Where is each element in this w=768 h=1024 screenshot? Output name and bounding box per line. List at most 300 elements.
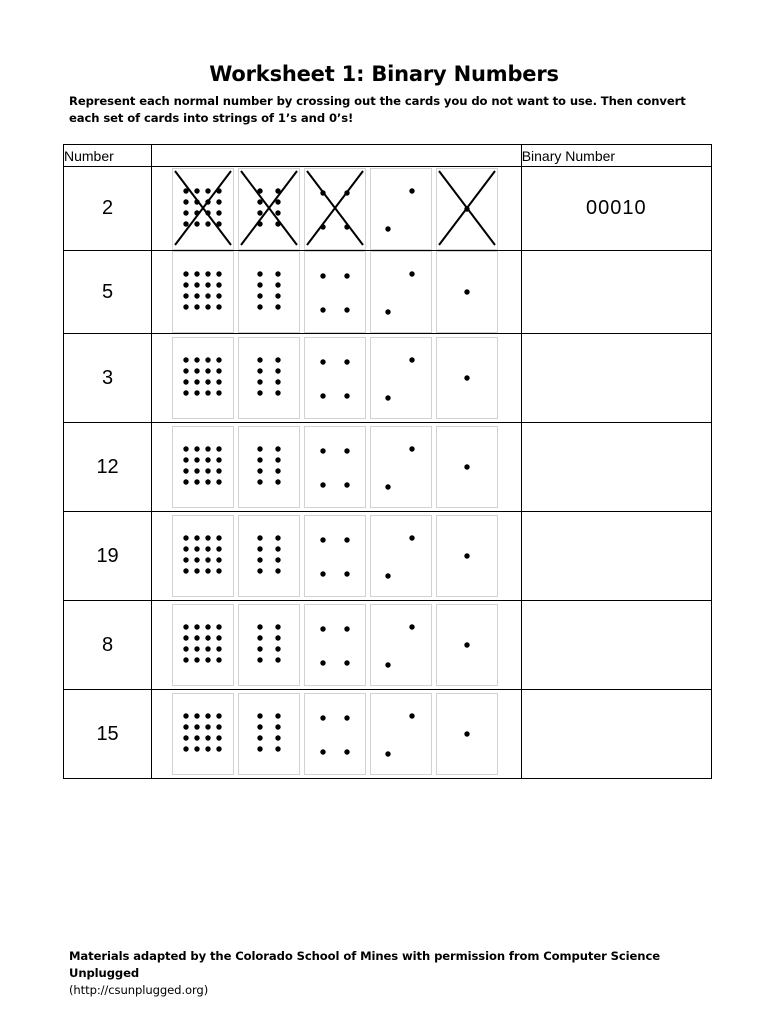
binary-card-strip — [172, 251, 490, 333]
card-dot — [257, 735, 262, 740]
card-dots-graphic — [371, 169, 431, 249]
binary-card-strip — [172, 167, 490, 250]
card-dot — [216, 635, 221, 640]
card-dot — [216, 713, 221, 718]
card-dot — [464, 289, 469, 294]
card-dot — [344, 715, 349, 720]
binary-card-4[interactable] — [304, 337, 366, 419]
card-dot — [275, 624, 280, 629]
card-dot — [275, 724, 280, 729]
card-dot — [216, 368, 221, 373]
binary-card-4[interactable] — [304, 693, 366, 775]
card-dot — [320, 537, 325, 542]
card-dot — [464, 553, 469, 558]
binary-card-strip — [172, 423, 490, 511]
card-dots-graphic — [305, 338, 365, 418]
header-binary-number: Binary Number — [521, 145, 711, 167]
card-dot — [183, 379, 188, 384]
card-dot — [216, 546, 221, 551]
card-dots-graphic — [173, 427, 233, 507]
card-dot — [385, 484, 390, 489]
card-dot — [409, 446, 414, 451]
card-dot — [205, 457, 210, 462]
binary-card-2[interactable] — [370, 337, 432, 419]
card-dot — [183, 210, 188, 215]
card-cell — [152, 334, 522, 423]
card-dot — [183, 568, 188, 573]
card-dot — [194, 479, 199, 484]
card-dot — [385, 662, 390, 667]
binary-card-16-crossed[interactable] — [172, 168, 234, 250]
binary-card-8[interactable] — [238, 693, 300, 775]
card-dot — [205, 304, 210, 309]
card-dot — [344, 660, 349, 665]
card-dot — [216, 657, 221, 662]
card-dot — [257, 624, 262, 629]
card-dot — [216, 746, 221, 751]
card-dot — [409, 535, 414, 540]
card-dot — [194, 368, 199, 373]
card-dot — [194, 357, 199, 362]
card-dot — [183, 557, 188, 562]
binary-card-strip — [172, 512, 490, 600]
card-dots-graphic — [239, 252, 299, 332]
card-dot — [205, 390, 210, 395]
card-dots-graphic — [305, 605, 365, 685]
binary-card-2[interactable] — [370, 168, 432, 250]
binary-card-1[interactable] — [436, 604, 498, 686]
worksheet-table — [63, 144, 712, 779]
card-dot — [194, 557, 199, 562]
card-dot — [320, 660, 325, 665]
card-dot — [275, 557, 280, 562]
card-dot — [183, 304, 188, 309]
card-dot — [257, 557, 262, 562]
binary-card-1[interactable] — [436, 515, 498, 597]
binary-card-4[interactable] — [304, 426, 366, 508]
card-dot — [464, 375, 469, 380]
card-dot — [183, 271, 188, 276]
card-dot — [205, 568, 210, 573]
card-dot — [320, 273, 325, 278]
card-dot — [216, 535, 221, 540]
card-dot — [275, 535, 280, 540]
card-dot — [205, 635, 210, 640]
card-dot — [344, 448, 349, 453]
card-dot — [257, 379, 262, 384]
card-dot — [257, 390, 262, 395]
card-dot — [275, 635, 280, 640]
card-dot — [194, 746, 199, 751]
card-dot — [183, 746, 188, 751]
card-dots-graphic — [437, 169, 497, 249]
card-dot — [275, 713, 280, 718]
card-dot — [194, 282, 199, 287]
card-dot — [275, 479, 280, 484]
card-dots-graphic — [305, 427, 365, 507]
header-cards — [152, 145, 522, 167]
binary-card-8-crossed[interactable] — [238, 168, 300, 250]
binary-answer-field[interactable] — [521, 690, 711, 779]
binary-card-2[interactable] — [370, 251, 432, 333]
row-number: 3 — [64, 334, 152, 423]
card-dot — [409, 357, 414, 362]
card-dots-graphic — [305, 516, 365, 596]
card-dot — [205, 379, 210, 384]
card-dot — [464, 464, 469, 469]
card-dot — [275, 457, 280, 462]
card-dot — [205, 735, 210, 740]
card-dot — [183, 713, 188, 718]
binary-answer-field[interactable] — [521, 423, 711, 512]
card-dot — [320, 749, 325, 754]
card-dot — [183, 390, 188, 395]
binary-card-4-crossed[interactable] — [304, 168, 366, 250]
worksheet-title: Worksheet 1: Binary Numbers — [209, 62, 559, 86]
card-dot — [275, 735, 280, 740]
card-dot — [257, 271, 262, 276]
card-dot — [344, 537, 349, 542]
card-dots-graphic — [437, 605, 497, 685]
card-dot — [205, 546, 210, 551]
card-dot — [205, 724, 210, 729]
card-dot — [257, 304, 262, 309]
card-dot — [205, 293, 210, 298]
binary-card-8[interactable] — [238, 251, 300, 333]
row-number: 15 — [64, 690, 152, 779]
card-dot — [183, 457, 188, 462]
card-cell — [152, 167, 522, 251]
card-dot — [216, 568, 221, 573]
card-dot — [257, 657, 262, 662]
card-dot — [344, 273, 349, 278]
card-dot — [320, 448, 325, 453]
card-dot — [275, 293, 280, 298]
binary-answer-field[interactable] — [521, 601, 711, 690]
card-dots-graphic — [371, 338, 431, 418]
card-dots-graphic — [305, 694, 365, 774]
card-dot — [183, 221, 188, 226]
binary-card-1[interactable] — [436, 426, 498, 508]
card-dot — [194, 446, 199, 451]
row-number: 5 — [64, 251, 152, 334]
card-dot — [257, 746, 262, 751]
footer-text: Materials adapted by the Colorado School of Mines with permission from Computer Science Unplugged — [69, 949, 660, 980]
binary-card-16[interactable] — [172, 515, 234, 597]
card-dots-graphic — [239, 169, 299, 249]
card-dot — [194, 304, 199, 309]
card-dot — [183, 635, 188, 640]
card-dot — [194, 735, 199, 740]
card-dot — [257, 635, 262, 640]
binary-answer-field[interactable]: 00010 — [521, 167, 711, 251]
card-dot — [183, 468, 188, 473]
card-dot — [409, 624, 414, 629]
binary-card-1[interactable] — [436, 693, 498, 775]
card-dot — [257, 457, 262, 462]
card-dots-graphic — [437, 427, 497, 507]
card-dot — [320, 571, 325, 576]
binary-card-4[interactable] — [304, 251, 366, 333]
card-dot — [216, 457, 221, 462]
binary-card-2[interactable] — [370, 426, 432, 508]
card-dot — [275, 271, 280, 276]
binary-card-8[interactable] — [238, 604, 300, 686]
card-dot — [205, 646, 210, 651]
binary-card-2[interactable] — [370, 604, 432, 686]
card-dot — [320, 307, 325, 312]
card-dot — [205, 535, 210, 540]
card-dot — [194, 390, 199, 395]
binary-card-2[interactable] — [370, 693, 432, 775]
binary-card-2[interactable] — [370, 515, 432, 597]
card-dot — [275, 357, 280, 362]
card-dot — [205, 271, 210, 276]
card-dot — [194, 624, 199, 629]
card-dot — [257, 282, 262, 287]
table-row — [64, 512, 712, 601]
card-dot — [257, 357, 262, 362]
card-dot — [344, 571, 349, 576]
card-dot — [216, 199, 221, 204]
card-dots-graphic — [173, 338, 233, 418]
table-header-row — [64, 145, 712, 167]
binary-answer-field[interactable] — [521, 334, 711, 423]
binary-card-16[interactable] — [172, 251, 234, 333]
card-dot — [183, 282, 188, 287]
card-dot — [194, 657, 199, 662]
card-dot — [320, 359, 325, 364]
card-dot — [216, 271, 221, 276]
card-dot — [205, 479, 210, 484]
card-dot — [216, 468, 221, 473]
card-dot — [257, 368, 262, 373]
card-dot — [257, 446, 262, 451]
card-dot — [216, 390, 221, 395]
binary-card-8[interactable] — [238, 515, 300, 597]
binary-card-4[interactable] — [304, 604, 366, 686]
binary-card-1[interactable] — [436, 251, 498, 333]
card-dot — [385, 226, 390, 231]
card-dot — [216, 282, 221, 287]
card-dot — [216, 293, 221, 298]
card-dot — [183, 446, 188, 451]
card-dot — [344, 749, 349, 754]
card-dot — [257, 568, 262, 573]
binary-card-8[interactable] — [238, 337, 300, 419]
card-dot — [257, 724, 262, 729]
card-dot — [216, 557, 221, 562]
card-cell — [152, 251, 522, 334]
card-dot — [194, 457, 199, 462]
card-dot — [320, 393, 325, 398]
card-dot — [205, 221, 210, 226]
binary-card-strip — [172, 690, 490, 778]
card-dots-graphic — [239, 694, 299, 774]
binary-card-16[interactable] — [172, 426, 234, 508]
instructions-text: Represent each normal number by crossing out the cards you do not want to use. Then convert each set of cards into strings of 1’s and 0’s! — [69, 94, 686, 125]
card-dot — [216, 724, 221, 729]
card-cell — [152, 690, 522, 779]
card-dot — [275, 468, 280, 473]
table-row — [64, 690, 712, 779]
card-dot — [205, 657, 210, 662]
binary-card-16[interactable] — [172, 604, 234, 686]
card-dots-graphic — [239, 427, 299, 507]
header-number: Number — [64, 145, 152, 167]
card-dots-graphic — [239, 605, 299, 685]
card-dots-graphic — [371, 516, 431, 596]
card-dot — [183, 724, 188, 729]
card-dot — [183, 624, 188, 629]
card-dot — [183, 368, 188, 373]
footer-link[interactable]: (http://csunplugged.org) — [69, 983, 209, 997]
card-dot — [464, 642, 469, 647]
binary-card-1-crossed[interactable] — [436, 168, 498, 250]
card-dot — [194, 535, 199, 540]
card-dot — [385, 573, 390, 578]
card-dot — [344, 482, 349, 487]
card-dot — [194, 646, 199, 651]
table-row — [64, 334, 712, 423]
card-dots-graphic — [371, 252, 431, 332]
card-dot — [320, 715, 325, 720]
card-dot — [194, 379, 199, 384]
binary-answer-field[interactable] — [521, 512, 711, 601]
card-dot — [257, 468, 262, 473]
table-row — [64, 251, 712, 334]
card-dot — [183, 535, 188, 540]
card-dot — [205, 282, 210, 287]
card-dot — [216, 735, 221, 740]
card-dot — [409, 188, 414, 193]
binary-card-8[interactable] — [238, 426, 300, 508]
card-dot — [183, 199, 188, 204]
card-cell — [152, 512, 522, 601]
card-dot — [216, 624, 221, 629]
card-dot — [275, 304, 280, 309]
card-dot — [183, 293, 188, 298]
table-row — [64, 423, 712, 512]
card-dot — [183, 657, 188, 662]
card-dot — [275, 657, 280, 662]
card-dot — [257, 713, 262, 718]
card-dot — [205, 746, 210, 751]
card-dot — [275, 546, 280, 551]
card-dot — [275, 646, 280, 651]
table-row — [64, 167, 712, 251]
card-cell — [152, 601, 522, 690]
binary-card-16[interactable] — [172, 693, 234, 775]
card-dot — [205, 446, 210, 451]
card-dot — [194, 293, 199, 298]
card-dot — [205, 368, 210, 373]
card-dot — [385, 395, 390, 400]
card-dots-graphic — [371, 605, 431, 685]
card-dot — [216, 304, 221, 309]
card-dot — [205, 557, 210, 562]
binary-card-strip — [172, 601, 490, 689]
card-dot — [257, 479, 262, 484]
card-dot — [257, 646, 262, 651]
footer-credit — [69, 948, 729, 999]
binary-answer-field[interactable] — [521, 251, 711, 334]
card-dots-graphic — [173, 169, 233, 249]
binary-card-strip — [172, 334, 490, 422]
card-dot — [409, 713, 414, 718]
card-dot — [320, 626, 325, 631]
card-dot — [257, 546, 262, 551]
card-dot — [183, 546, 188, 551]
card-dot — [183, 735, 188, 740]
row-number: 2 — [64, 167, 152, 251]
card-dot — [257, 293, 262, 298]
card-dot — [194, 221, 199, 226]
binary-card-1[interactable] — [436, 337, 498, 419]
card-dot — [385, 751, 390, 756]
card-dots-graphic — [371, 694, 431, 774]
card-dots-graphic — [305, 169, 365, 249]
card-dot — [183, 479, 188, 484]
card-dot — [205, 624, 210, 629]
card-cell — [152, 423, 522, 512]
card-dot — [275, 210, 280, 215]
card-dot — [385, 309, 390, 314]
card-dots-graphic — [239, 516, 299, 596]
card-dot — [205, 188, 210, 193]
card-dots-graphic — [437, 252, 497, 332]
card-dots-graphic — [437, 338, 497, 418]
card-dot — [194, 713, 199, 718]
binary-card-4[interactable] — [304, 515, 366, 597]
card-dot — [344, 393, 349, 398]
card-dot — [216, 646, 221, 651]
card-dot — [216, 479, 221, 484]
card-dot — [344, 307, 349, 312]
card-dot — [275, 379, 280, 384]
card-dot — [216, 379, 221, 384]
card-dots-graphic — [305, 252, 365, 332]
card-dot — [344, 359, 349, 364]
row-number: 12 — [64, 423, 152, 512]
card-dot — [257, 210, 262, 215]
card-dot — [344, 626, 349, 631]
card-dot — [275, 446, 280, 451]
card-dots-graphic — [437, 694, 497, 774]
card-dot — [216, 210, 221, 215]
card-dot — [216, 446, 221, 451]
card-dot — [194, 188, 199, 193]
card-dots-graphic — [371, 427, 431, 507]
row-number: 19 — [64, 512, 152, 601]
card-dot — [275, 568, 280, 573]
card-dot — [275, 368, 280, 373]
card-dot — [257, 535, 262, 540]
card-dot — [409, 271, 414, 276]
table-row — [64, 601, 712, 690]
card-dots-graphic — [173, 252, 233, 332]
card-dot — [194, 546, 199, 551]
card-dot — [320, 482, 325, 487]
card-dot — [275, 282, 280, 287]
card-dots-graphic — [173, 694, 233, 774]
card-dot — [194, 635, 199, 640]
row-number: 8 — [64, 601, 152, 690]
card-dot — [194, 568, 199, 573]
card-dot — [194, 468, 199, 473]
binary-card-16[interactable] — [172, 337, 234, 419]
card-dot — [205, 713, 210, 718]
